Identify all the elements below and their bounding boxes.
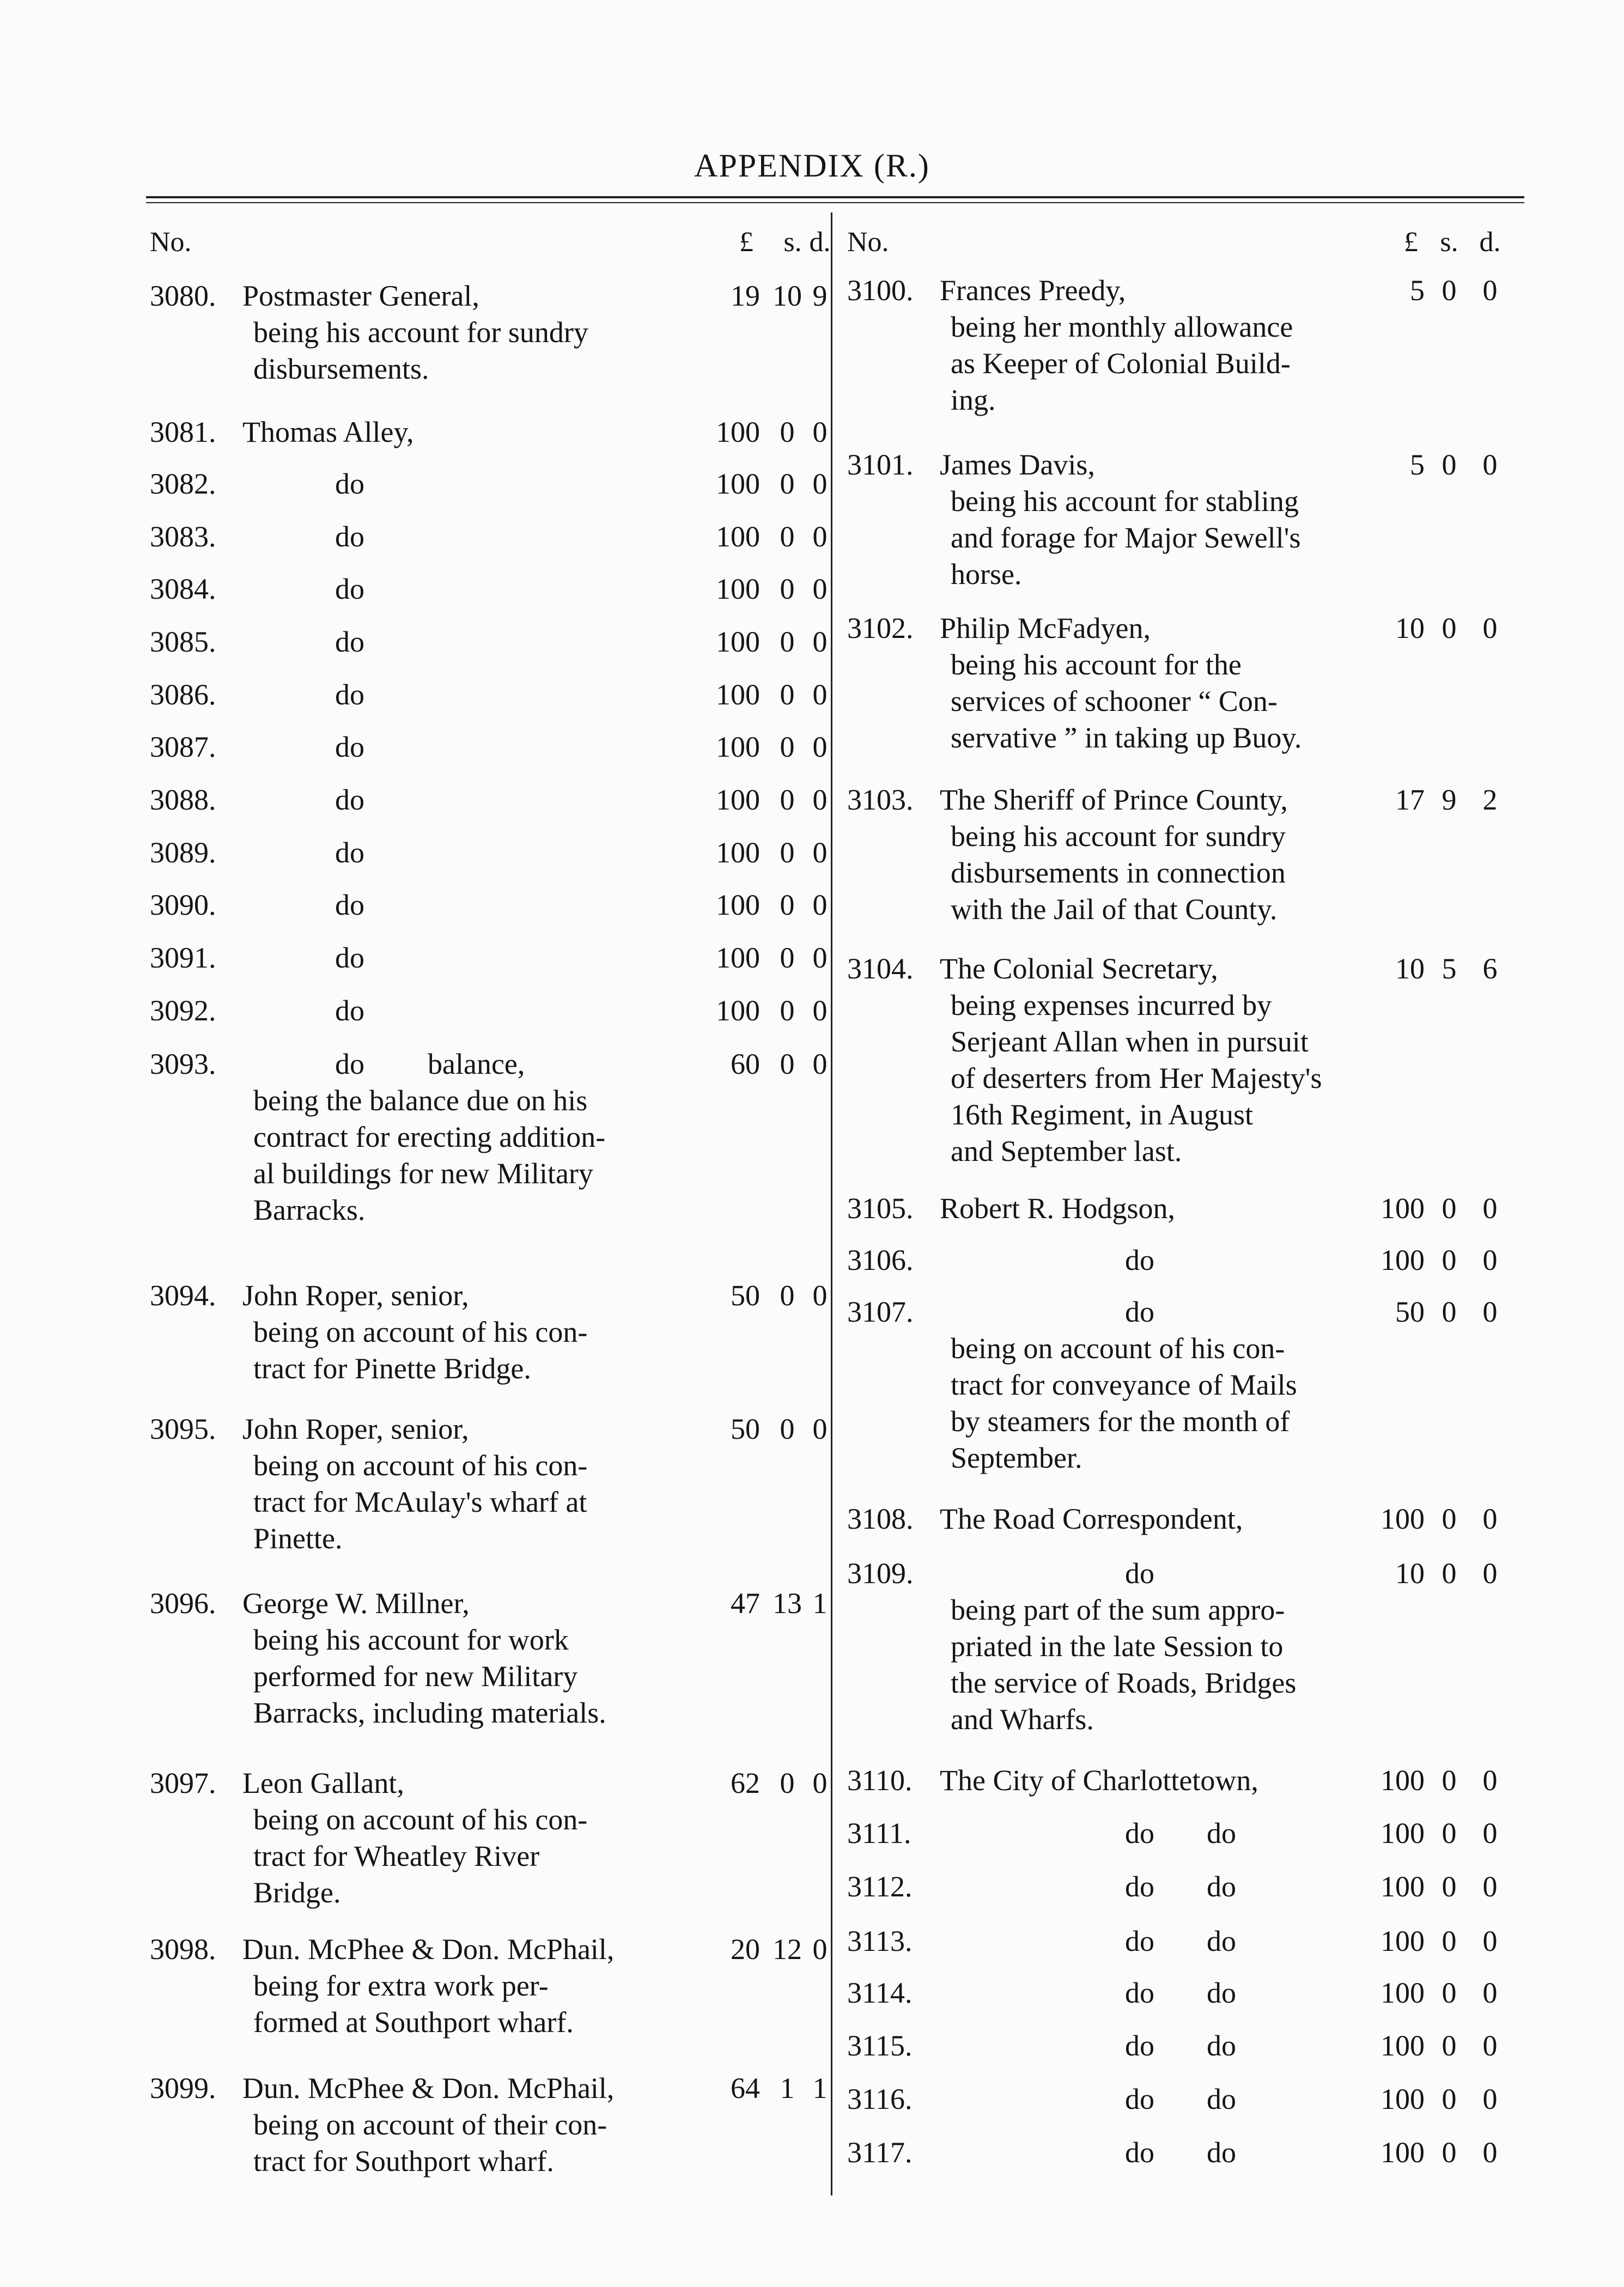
entry-payee: do [335,573,364,605]
amount-shillings: 0 [780,941,795,974]
entry-payee: Robert R. Hodgson, [940,1192,1175,1225]
column-divider [831,212,832,2195]
description-line: being on account of their con- [253,2108,607,2141]
amount-pence: 0 [1482,1503,1498,1535]
entry-number: 3085. [150,625,216,658]
entry-number: 3101. [847,448,914,481]
entry-description [951,483,1386,593]
entry-description [951,647,1386,756]
entry-number: 3098. [150,1933,216,1966]
description-line: as Keeper of Colonial Build- [951,347,1291,380]
description-line: performed for new Military [253,1660,578,1693]
description-line: Bridge. [253,1876,341,1909]
amount-pence: 0 [812,994,828,1027]
entry-description [253,2107,689,2180]
amount-pence: 0 [812,1767,828,1799]
amount-shillings: 0 [1441,274,1457,307]
amount-pence: 6 [1482,952,1498,985]
amount-pounds: 100 [1380,2136,1425,2169]
header-pence: d. [1479,227,1501,258]
entry-number: 3096. [150,1587,216,1620]
header-rule-thin [146,202,1524,203]
entry-number: 3115. [847,2029,913,2062]
description-line: tract for Pinette Bridge. [253,1352,531,1385]
description-line: 16th Regiment, in August [951,1098,1254,1131]
description-line: being for extra work per- [253,1969,549,2002]
amount-pounds: 100 [716,836,760,869]
description-line: tract for conveyance of Mails [951,1368,1297,1401]
amount-pence: 1 [812,1587,828,1620]
amount-shillings: 1 [780,2072,795,2104]
header-pence: d. [809,227,831,258]
entry-number: 3082. [150,467,216,500]
entry-payee: do [335,520,364,553]
amount-pence: 0 [812,416,828,448]
description-line: al buildings for new Military [253,1157,593,1190]
amount-pence: 0 [1482,1925,1498,1957]
header-rule [146,196,1524,198]
amount-pounds: 100 [1380,1817,1425,1850]
entry-payee: The Sheriff of Prince County, [940,783,1288,816]
amount-pounds: 100 [1380,1764,1425,1797]
entry-number: 3084. [150,573,216,605]
entry-number: 3087. [150,731,216,763]
entry-payee: do [335,889,364,921]
entry-number: 3092. [150,994,216,1027]
amount-shillings: 0 [780,731,795,763]
description-line: and Wharfs. [951,1703,1094,1736]
amount-pounds: 100 [1380,2029,1425,2062]
entry-number: 3103. [847,783,914,816]
header-shillings: s. [783,227,802,258]
description-line: being his account for sundry [951,820,1286,853]
entry-ditto: do [1207,2083,1236,2115]
entry-number: 3083. [150,520,216,553]
entry-payee: do [1125,1870,1154,1903]
description-line: Pinette. [253,1522,343,1555]
amount-pounds: 100 [1380,1503,1425,1535]
description-line: Barracks. [253,1194,366,1226]
entry-payee: do [1125,1817,1154,1850]
entry-description [253,1314,689,1387]
entry-payee: do [335,941,364,974]
entry-number: 3080. [150,279,216,312]
entry-payee: do [1125,1925,1154,1957]
amount-pence: 0 [1482,2083,1498,2115]
entry-payee: do [335,625,364,658]
amount-shillings: 0 [780,1767,795,1799]
entry-number: 3095. [150,1413,216,1445]
description-line: being on account of his con- [253,1449,588,1482]
header-no: No. [150,227,192,258]
description-line: and September last. [951,1135,1182,1167]
amount-shillings: 0 [1441,448,1457,481]
amount-pounds: 100 [716,731,760,763]
amount-pounds: 100 [716,678,760,711]
entry-payee: do [335,994,364,1027]
amount-pounds: 50 [1395,1295,1425,1328]
amount-pence: 1 [812,2072,828,2104]
amount-pence: 9 [812,279,828,312]
amount-pounds: 62 [731,1767,760,1799]
amount-shillings: 0 [780,467,795,500]
entry-ditto: do [1207,2029,1236,2062]
amount-pence: 0 [812,1048,828,1080]
amount-pence: 0 [812,1413,828,1445]
entry-payee: The Road Correspondent, [940,1503,1243,1535]
description-line: the service of Roads, Bridges [951,1666,1297,1699]
entry-payee: Dun. McPhee & Don. McPhail, [242,2072,615,2104]
amount-pounds: 100 [716,416,760,448]
entry-payee: do [335,731,364,763]
entry-description [253,1447,689,1557]
description-line: disbursements in connection [951,856,1286,889]
amount-shillings: 0 [1441,1503,1457,1535]
amount-pence: 0 [1482,1976,1498,2009]
amount-pence: 0 [812,467,828,500]
entry-number: 3109. [847,1557,914,1590]
entry-payee: do [335,467,364,500]
amount-shillings: 0 [780,573,795,605]
amount-shillings: 0 [1441,1925,1457,1957]
entry-number: 3094. [150,1279,216,1312]
description-line: by steamers for the month of [951,1405,1290,1438]
entry-payee: do [1125,2083,1154,2115]
header-shillings: s. [1440,227,1458,258]
entry-payee: John Roper, senior, [242,1413,469,1445]
amount-shillings: 13 [773,1587,802,1620]
amount-shillings: 0 [1441,612,1457,644]
amount-pounds: 100 [1380,1244,1425,1276]
amount-shillings: 9 [1441,783,1457,816]
entry-payee: do [335,836,364,869]
description-line: and forage for Major Sewell's [951,521,1301,554]
amount-pounds: 10 [1395,1557,1425,1590]
entry-payee: do [1125,2029,1154,2062]
description-line: being part of the sum appro- [951,1593,1285,1626]
header-pounds: £ [1404,227,1418,258]
amount-pence: 0 [812,731,828,763]
entry-payee: Frances Preedy, [940,274,1126,307]
description-line: servative ” in taking up Buoy. [951,721,1302,754]
amount-pounds: 5 [1410,274,1425,307]
amount-shillings: 0 [1441,2083,1457,2115]
description-line: ing. [951,384,996,416]
entry-number: 3099. [150,2072,216,2104]
column-header [847,221,1517,259]
description-line: being the balance due on his [253,1084,588,1117]
amount-shillings: 0 [780,783,795,816]
amount-pounds: 64 [731,2072,760,2104]
amount-pence: 0 [1482,1870,1498,1903]
amount-pounds: 20 [731,1933,760,1966]
amount-pence: 0 [1482,274,1498,307]
entry-payee: Thomas Alley, [242,416,414,448]
description-line: being on account of his con- [253,1803,588,1836]
entry-number: 3102. [847,612,914,644]
page-title: APPENDIX (R.) [694,148,930,184]
amount-shillings: 5 [1441,952,1457,985]
description-line: being his account for stabling [951,485,1299,518]
amount-shillings: 0 [780,1413,795,1445]
amount-pence: 2 [1482,783,1498,816]
amount-pounds: 5 [1410,448,1425,481]
description-line: September. [951,1441,1082,1474]
entry-payee: do [335,1048,364,1080]
amount-pence: 0 [812,783,828,816]
entry-description [253,1622,689,1731]
amount-pence: 0 [812,889,828,921]
entry-number: 3086. [150,678,216,711]
entry-payee: do [335,678,364,711]
amount-pence: 0 [1482,1557,1498,1590]
amount-pounds: 100 [716,994,760,1027]
amount-shillings: 0 [780,520,795,553]
amount-pence: 0 [812,1933,828,1966]
description-line: formed at Southport wharf. [253,2006,574,2039]
description-line: services of schooner “ Con- [951,685,1278,717]
entry-payee: Dun. McPhee & Don. McPhail, [242,1933,615,1966]
entry-payee: do [1125,1295,1154,1328]
entry-number: 3088. [150,783,216,816]
entry-ditto: do [1207,1870,1236,1903]
entry-description [253,1082,689,1228]
description-line: tract for Southport wharf. [253,2145,554,2177]
header-pounds: £ [739,227,753,258]
entry-payee: George W. Millner, [242,1587,470,1620]
entry-number: 3100. [847,274,914,307]
amount-shillings: 0 [780,625,795,658]
entry-number: 3091. [150,941,216,974]
entry-description [253,1802,689,1911]
entry-ditto: do [1207,1817,1236,1850]
entry-description [253,314,689,387]
entry-number: 3089. [150,836,216,869]
amount-pounds: 10 [1395,952,1425,985]
description-line: tract for McAulay's wharf at [253,1486,587,1518]
description-line: contract for erecting addition- [253,1121,606,1153]
amount-pounds: 100 [716,941,760,974]
entry-number: 3112. [847,1870,913,1903]
amount-pence: 0 [812,520,828,553]
amount-pence: 0 [1482,1244,1498,1276]
amount-pence: 0 [1482,1817,1498,1850]
description-line: horse. [951,558,1022,591]
amount-shillings: 0 [780,416,795,448]
amount-pounds: 100 [716,573,760,605]
amount-pence: 0 [1482,2136,1498,2169]
amount-pence: 0 [1482,448,1498,481]
entry-payee: The Colonial Secretary, [940,952,1218,985]
entry-number: 3116. [847,2083,913,2115]
amount-pounds: 60 [731,1048,760,1080]
entry-payee: do [1125,1557,1154,1590]
entry-ditto: do [1207,2136,1236,2169]
amount-pounds: 100 [716,520,760,553]
amount-pounds: 100 [1380,1925,1425,1957]
amount-shillings: 0 [1441,1976,1457,2009]
entry-description [951,309,1386,418]
entry-description [951,1592,1386,1738]
amount-pence: 0 [812,941,828,974]
entry-number: 3117. [847,2136,913,2169]
entry-number: 3090. [150,889,216,921]
amount-pence: 0 [1482,1764,1498,1797]
amount-pounds: 19 [731,279,760,312]
amount-shillings: 0 [1441,1870,1457,1903]
description-line: being expenses incurred by [951,989,1272,1021]
description-line: Barracks, including materials. [253,1696,606,1729]
entry-ditto: do [1207,1925,1236,1957]
description-line: being on account of his con- [253,1316,588,1348]
description-line: tract for Wheatley River [253,1840,540,1872]
amount-shillings: 0 [1441,1295,1457,1328]
description-line: being her monthly allowance [951,311,1293,343]
amount-shillings: 0 [780,836,795,869]
entry-number: 3107. [847,1295,914,1328]
amount-shillings: 0 [1441,1817,1457,1850]
entry-description [951,818,1386,928]
amount-shillings: 0 [780,678,795,711]
amount-shillings: 0 [1441,1764,1457,1797]
description-line: being his account for work [253,1623,569,1656]
amount-pounds: 100 [716,889,760,921]
entry-ditto: do [1207,1976,1236,2009]
amount-pounds: 100 [1380,2083,1425,2115]
entry-payee: Philip McFadyen, [940,612,1151,644]
amount-pounds: 50 [731,1279,760,1312]
entry-number: 3111. [847,1817,911,1850]
description-line: disbursements. [253,352,429,385]
entry-number: 3108. [847,1503,914,1535]
entry-number: 3105. [847,1192,914,1225]
amount-pounds: 100 [716,783,760,816]
entry-number: 3113. [847,1925,913,1957]
entry-payee: do [1125,1244,1154,1276]
amount-pounds: 17 [1395,783,1425,816]
entry-ditto: balance, [428,1048,525,1080]
amount-shillings: 12 [773,1933,802,1966]
entry-number: 3081. [150,416,216,448]
amount-shillings: 0 [1441,1192,1457,1225]
amount-shillings: 0 [780,1048,795,1080]
amount-pounds: 100 [1380,1976,1425,2009]
column-header [150,221,831,259]
amount-shillings: 0 [780,1279,795,1312]
amount-shillings: 0 [1441,2136,1457,2169]
entry-payee: James Davis, [940,448,1095,481]
amount-pence: 0 [812,573,828,605]
amount-pence: 0 [1482,612,1498,644]
amount-shillings: 0 [780,994,795,1027]
amount-pence: 0 [1482,1192,1498,1225]
amount-pounds: 100 [716,625,760,658]
entry-number: 3114. [847,1976,913,2009]
description-line: being his account for sundry [253,316,588,349]
entry-number: 3104. [847,952,914,985]
amount-pence: 0 [1482,1295,1498,1328]
amount-shillings: 0 [1441,2029,1457,2062]
amount-pounds: 100 [716,467,760,500]
header-no: No. [847,227,889,258]
entry-number: 3106. [847,1244,914,1276]
amount-pence: 0 [812,625,828,658]
amount-shillings: 0 [1441,1244,1457,1276]
entry-number: 3097. [150,1767,216,1799]
entry-payee: Postmaster General, [242,279,479,312]
amount-pence: 0 [812,1279,828,1312]
entry-description [951,987,1386,1170]
description-line: being on account of his con- [951,1332,1285,1365]
amount-shillings: 10 [773,279,802,312]
entry-payee: do [1125,1976,1154,2009]
amount-pounds: 100 [1380,1192,1425,1225]
entry-description [253,1968,689,2041]
entry-number: 3093. [150,1048,216,1080]
entry-payee: Leon Gallant, [242,1767,404,1799]
amount-pence: 0 [812,678,828,711]
amount-shillings: 0 [780,889,795,921]
description-line: being his account for the [951,648,1242,681]
description-line: priated in the late Session to [951,1630,1284,1663]
entry-number: 3110. [847,1764,913,1797]
amount-pounds: 47 [731,1587,760,1620]
amount-pounds: 50 [731,1413,760,1445]
description-line: of deserters from Her Majesty's [951,1062,1322,1094]
entry-payee: do [1125,2136,1154,2169]
entry-payee: do [335,783,364,816]
amount-pounds: 10 [1395,612,1425,644]
amount-pence: 0 [812,836,828,869]
entry-payee: John Roper, senior, [242,1279,469,1312]
description-line: with the Jail of that County. [951,893,1278,926]
amount-pounds: 100 [1380,1870,1425,1903]
description-line: Serjeant Allan when in pursuit [951,1025,1309,1058]
entry-payee: The City of Charlottetown, [940,1764,1258,1797]
amount-pence: 0 [1482,2029,1498,2062]
amount-shillings: 0 [1441,1557,1457,1590]
entry-description [951,1330,1386,1476]
